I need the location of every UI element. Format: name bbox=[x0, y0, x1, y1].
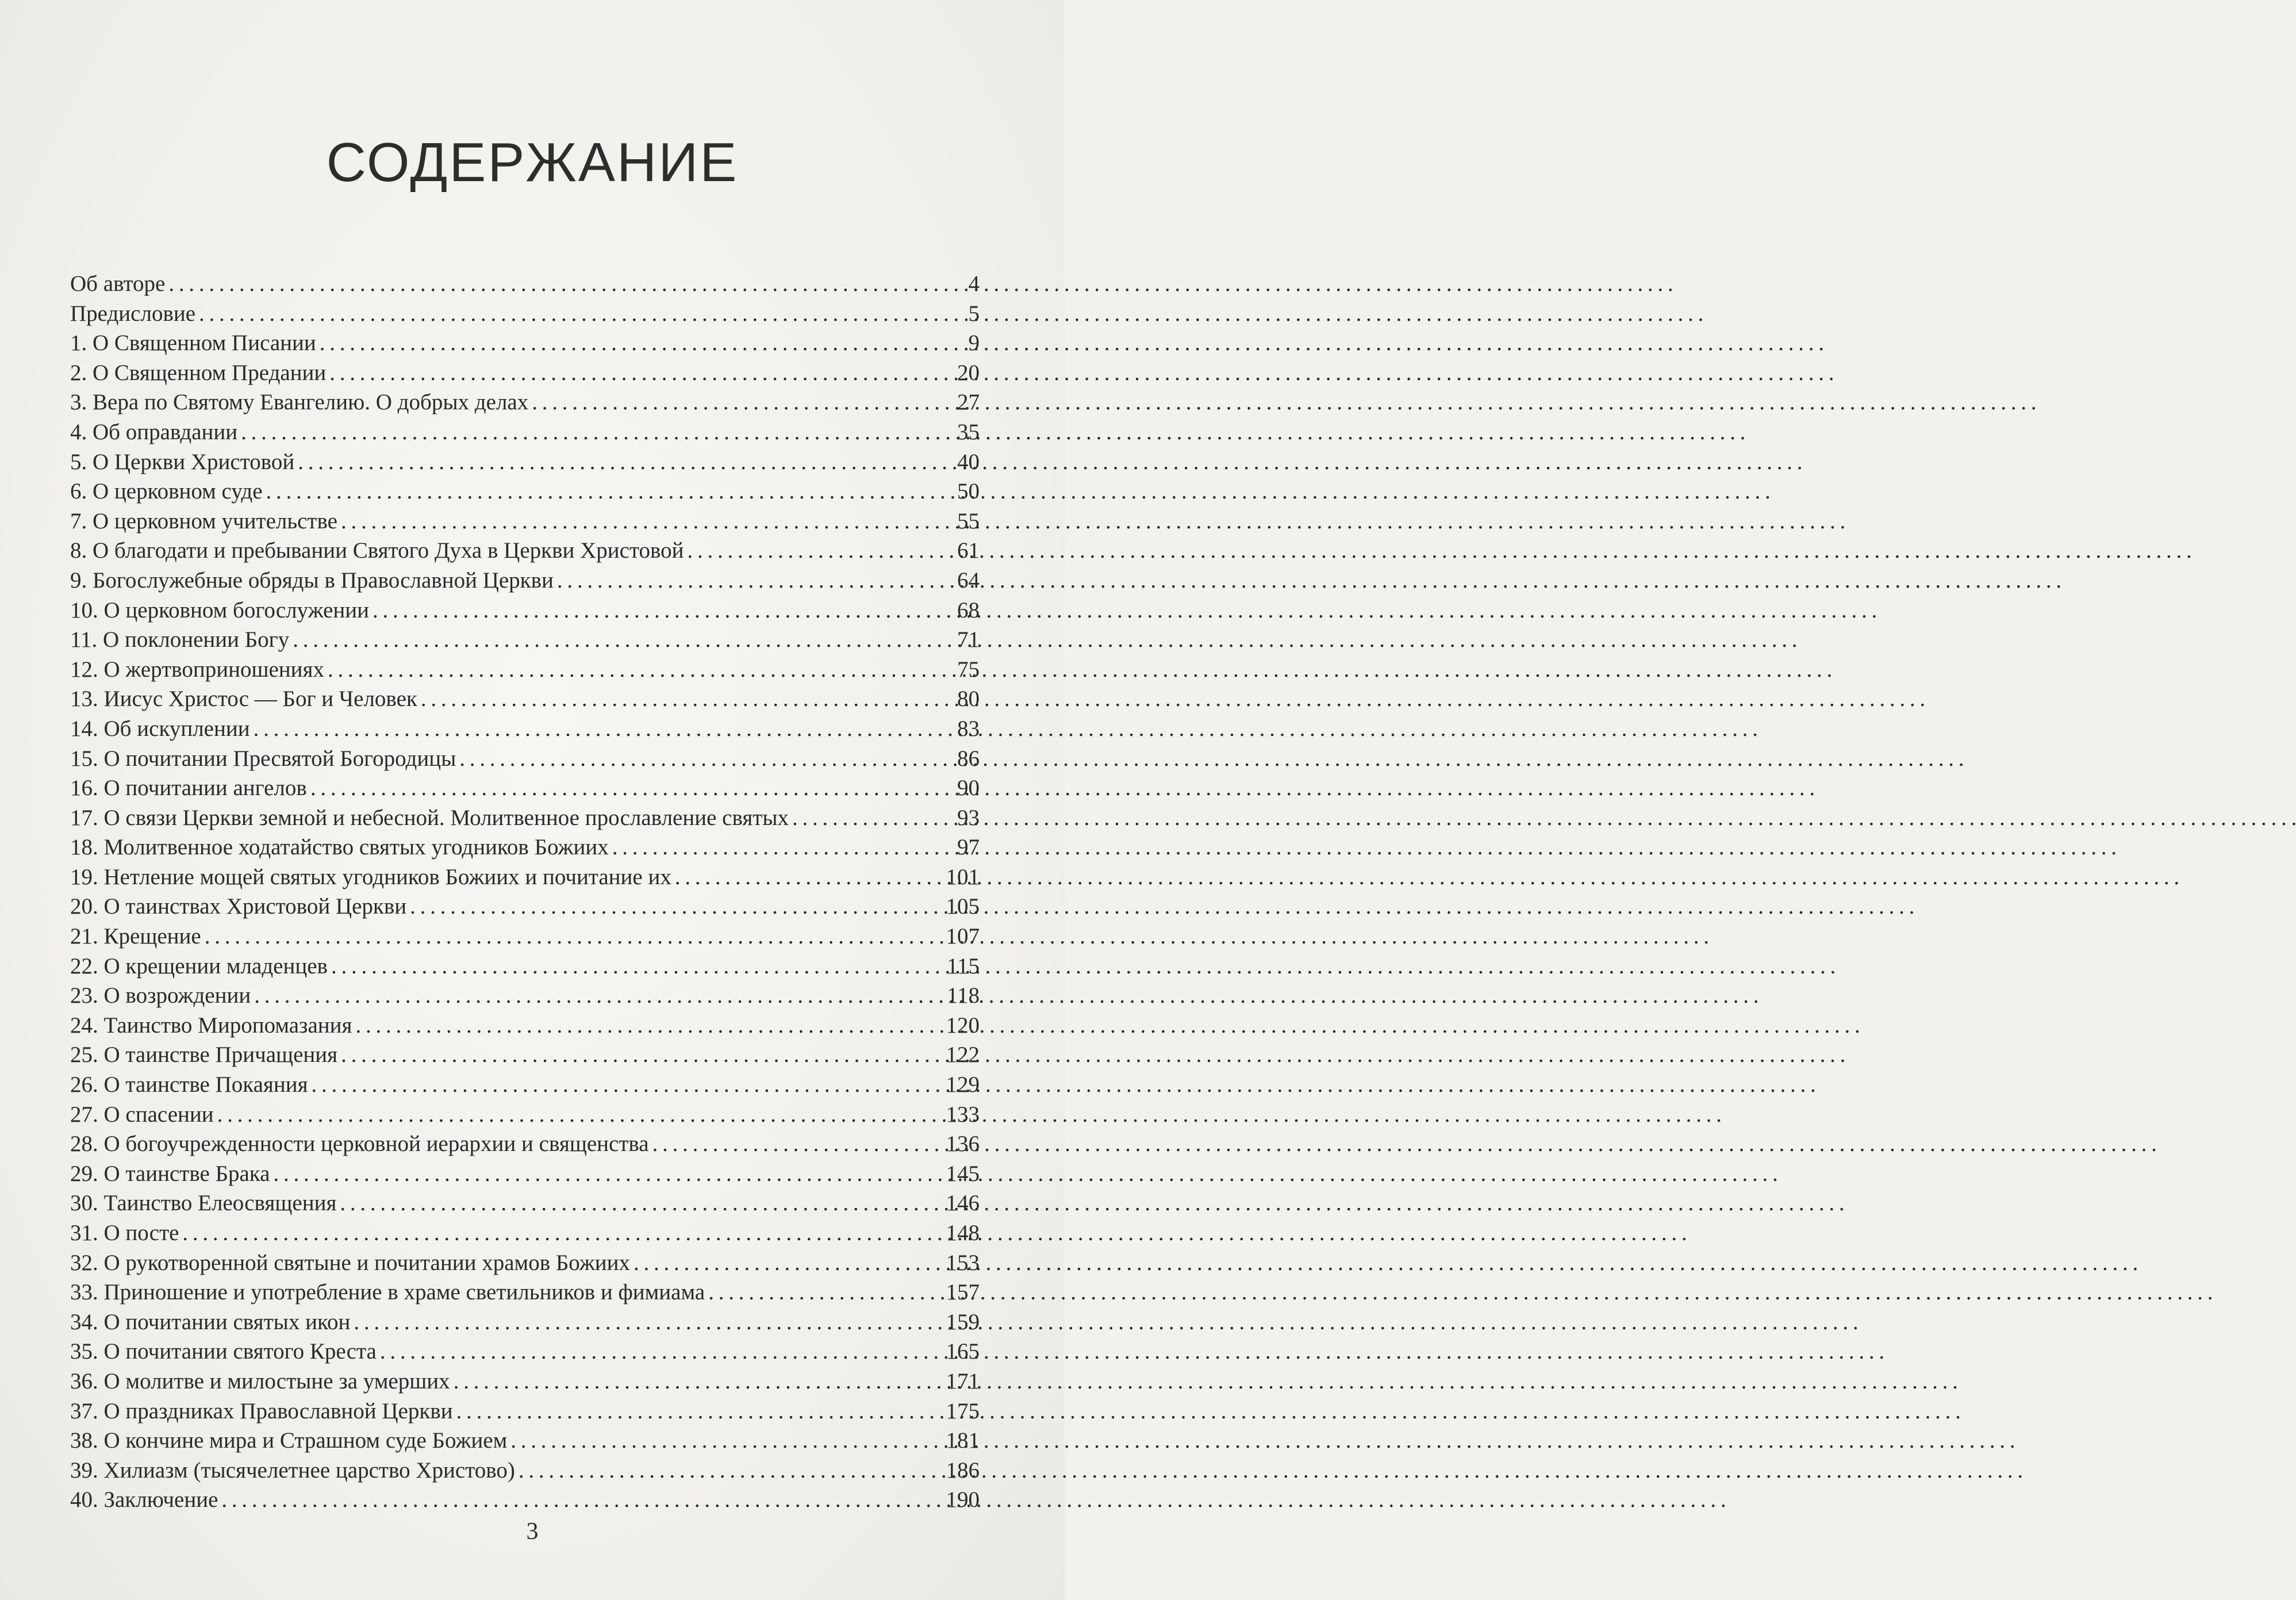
toc-entry-page: 83 bbox=[957, 716, 980, 741]
dot-leader bbox=[199, 299, 965, 329]
toc-entry-page: 101 bbox=[946, 864, 980, 889]
dot-leader bbox=[454, 1367, 943, 1396]
toc-entry-title: 40. Заключение bbox=[70, 1487, 218, 1513]
dot-leader bbox=[273, 1159, 942, 1189]
toc-entry-title: 6. О церковном суде bbox=[70, 479, 263, 504]
toc-entry bbox=[70, 417, 980, 447]
toc-entry-page: 90 bbox=[957, 776, 980, 801]
toc-entry-page: 75 bbox=[957, 657, 980, 682]
toc-entry-title: 3. Вера по Святому Евангелию. О добрых делах bbox=[70, 390, 529, 415]
dot-leader bbox=[612, 832, 954, 862]
toc-entry-title: 23. О возрождении bbox=[70, 983, 251, 1008]
toc-entry-page: 80 bbox=[957, 686, 980, 712]
dot-leader bbox=[688, 536, 954, 566]
toc-entry-page: 146 bbox=[946, 1191, 980, 1216]
dot-leader bbox=[168, 269, 965, 299]
dot-leader bbox=[341, 507, 954, 536]
toc-entry-title: 21. Крещение bbox=[70, 924, 201, 949]
toc-entry bbox=[70, 1100, 980, 1130]
dot-leader bbox=[293, 625, 954, 655]
toc-entry-title: 20. О таинствах Христовой Церкви bbox=[70, 894, 407, 919]
dot-leader bbox=[708, 1277, 942, 1307]
page-title: СОДЕРЖАНИЕ bbox=[326, 132, 739, 193]
toc-entry-title: 14. Об искуплении bbox=[70, 716, 250, 741]
toc-entry bbox=[70, 566, 980, 596]
toc-entry-page: 136 bbox=[946, 1131, 980, 1157]
toc-entry-title: 38. О кончине мира и Страшном суде Божием bbox=[70, 1428, 508, 1453]
dot-leader bbox=[298, 447, 954, 477]
toc-entry-page: 55 bbox=[957, 508, 980, 534]
dot-leader bbox=[354, 1307, 942, 1337]
toc-entry bbox=[70, 536, 980, 566]
toc-entry bbox=[70, 1426, 980, 1456]
toc-entry-title: 29. О таинстве Брака bbox=[70, 1161, 270, 1186]
toc-entry-title: 16. О почитании ангелов bbox=[70, 776, 307, 801]
toc-entry bbox=[70, 862, 980, 892]
toc-entry bbox=[70, 1307, 980, 1337]
toc-entry-page: 118 bbox=[946, 983, 980, 1008]
toc-entry-title: 18. Молитвенное ходатайство святых угодников Божиих bbox=[70, 835, 609, 860]
toc-entry-title: 19. Нетление мощей святых угодников Божиих и почитание их bbox=[70, 864, 671, 889]
toc-entry-title: Об авторе bbox=[70, 271, 166, 296]
toc-entry-title: 10. О церковном богослужении bbox=[70, 597, 369, 623]
dot-leader bbox=[221, 1485, 942, 1515]
toc-entry bbox=[70, 1129, 980, 1159]
toc-entry-title: 1. О Священном Писании bbox=[70, 331, 316, 356]
toc-entry-title: 30. Таинство Елеосвящения bbox=[70, 1191, 337, 1216]
toc-entry bbox=[70, 596, 980, 626]
toc-entry-page: 9 bbox=[968, 331, 980, 356]
toc-entry-title: 27. О спасении bbox=[70, 1102, 214, 1127]
toc-entry-title: 33. Приношение и употребление в храме светильников и фимиама bbox=[70, 1280, 705, 1305]
toc-entry bbox=[70, 1337, 980, 1367]
dot-leader bbox=[652, 1129, 943, 1159]
toc-entry-page: 115 bbox=[946, 953, 980, 979]
toc-entry bbox=[70, 299, 980, 329]
toc-entry-title: 35. О почитании святого Креста bbox=[70, 1339, 377, 1364]
dot-leader bbox=[557, 566, 954, 596]
toc-entry-page: 71 bbox=[957, 627, 980, 653]
toc-entry-title: 32. О рукотворенной святыне и почитании храмов Божиих bbox=[70, 1250, 630, 1275]
toc-entry-title: 34. О почитании святых икон bbox=[70, 1309, 351, 1334]
dot-leader bbox=[254, 981, 943, 1011]
dot-leader bbox=[532, 387, 954, 417]
toc-entry-page: 122 bbox=[946, 1042, 980, 1068]
dot-leader bbox=[328, 655, 954, 685]
toc-entry bbox=[70, 477, 980, 507]
dot-leader bbox=[410, 892, 942, 922]
dot-leader bbox=[320, 328, 965, 358]
toc-entry bbox=[70, 773, 980, 803]
toc-entry-page: 190 bbox=[946, 1487, 980, 1513]
dot-leader bbox=[254, 714, 954, 744]
toc-entry-page: 133 bbox=[946, 1102, 980, 1127]
toc-entry bbox=[70, 981, 980, 1011]
toc-entry bbox=[70, 1218, 980, 1248]
toc-entry-page: 64 bbox=[957, 567, 980, 593]
dot-leader bbox=[355, 1011, 942, 1041]
dot-leader bbox=[329, 358, 954, 388]
toc-entry-page: 171 bbox=[946, 1368, 980, 1394]
toc-entry-title: 31. О посте bbox=[70, 1221, 179, 1245]
toc-entry bbox=[70, 625, 980, 655]
toc-entry bbox=[70, 1485, 980, 1515]
dot-leader bbox=[633, 1248, 943, 1278]
toc-entry-page: 93 bbox=[957, 805, 980, 830]
toc-entry bbox=[70, 1040, 980, 1070]
dot-leader bbox=[340, 1188, 942, 1218]
toc-entry bbox=[70, 803, 980, 833]
toc-entry-page: 120 bbox=[946, 1012, 980, 1038]
toc-entry-page: 145 bbox=[946, 1161, 980, 1186]
toc-entry-page: 35 bbox=[957, 419, 980, 444]
toc-entry-title: 24. Таинство Миропомазания bbox=[70, 1012, 352, 1038]
toc-entry bbox=[70, 1248, 980, 1278]
table-of-contents bbox=[70, 269, 980, 1515]
dot-leader bbox=[380, 1337, 943, 1367]
dot-leader bbox=[310, 773, 954, 803]
dot-leader bbox=[675, 862, 943, 892]
toc-entry-page: 175 bbox=[946, 1398, 980, 1423]
dot-leader bbox=[182, 1218, 942, 1248]
toc-entry-title: 4. Об оправдании bbox=[70, 419, 238, 444]
toc-entry bbox=[70, 1277, 980, 1307]
toc-entry-page: 4 bbox=[968, 271, 980, 296]
toc-entry-page: 97 bbox=[957, 835, 980, 860]
toc-entry bbox=[70, 744, 980, 774]
toc-entry-title: 15. О почитании Пресвятой Богородицы bbox=[70, 746, 456, 771]
toc-entry bbox=[70, 328, 980, 358]
dot-leader bbox=[266, 477, 954, 507]
toc-entry-page: 181 bbox=[946, 1428, 980, 1453]
toc-entry-title: 25. О таинстве Причащения bbox=[70, 1042, 338, 1068]
dot-leader bbox=[456, 1396, 943, 1426]
toc-entry bbox=[70, 507, 980, 536]
toc-entry bbox=[70, 358, 980, 388]
dot-leader bbox=[421, 684, 954, 714]
toc-entry bbox=[70, 1396, 980, 1426]
dot-leader bbox=[312, 1070, 943, 1100]
toc-entry-title: 12. О жертвоприношениях bbox=[70, 657, 324, 682]
toc-entry bbox=[70, 1159, 980, 1189]
toc-entry bbox=[70, 1456, 980, 1486]
toc-entry bbox=[70, 714, 980, 744]
toc-entry bbox=[70, 832, 980, 862]
toc-entry-title: 39. Хилиазм (тысячелетнее царство Христово) bbox=[70, 1457, 515, 1483]
toc-entry bbox=[70, 1188, 980, 1218]
dot-leader bbox=[217, 1100, 943, 1130]
toc-entry-page: 148 bbox=[946, 1221, 980, 1245]
toc-entry-page: 68 bbox=[957, 597, 980, 623]
toc-entry-page: 61 bbox=[957, 538, 980, 563]
toc-entry-page: 165 bbox=[946, 1339, 980, 1364]
toc-entry-title: 17. О связи Церкви земной и небесной. Молитвенное прославление святых bbox=[70, 805, 789, 830]
toc-entry-page: 5 bbox=[968, 301, 980, 326]
book-page bbox=[0, 0, 1065, 1600]
dot-leader bbox=[459, 744, 954, 774]
toc-entry bbox=[70, 951, 980, 981]
dot-leader bbox=[331, 951, 943, 981]
dot-leader bbox=[205, 922, 943, 951]
toc-entry-title: 26. О таинстве Покаяния bbox=[70, 1072, 308, 1098]
dot-leader bbox=[792, 803, 954, 833]
toc-entry-title: 7. О церковном учительстве bbox=[70, 508, 337, 534]
toc-entry bbox=[70, 684, 980, 714]
toc-entry-page: 107 bbox=[946, 924, 980, 949]
toc-entry bbox=[70, 269, 980, 299]
toc-entry-title: 36. О молитве и милостыне за умерших bbox=[70, 1368, 450, 1394]
toc-entry bbox=[70, 447, 980, 477]
toc-entry-title: 11. О поклонении Богу bbox=[70, 627, 290, 653]
dot-leader bbox=[373, 596, 954, 626]
toc-entry-page: 40 bbox=[957, 449, 980, 474]
toc-entry bbox=[70, 387, 980, 417]
toc-entry-title: Предисловие bbox=[70, 301, 196, 326]
toc-entry bbox=[70, 1070, 980, 1100]
toc-entry bbox=[70, 1011, 980, 1041]
toc-entry-page: 20 bbox=[957, 360, 980, 385]
dot-leader bbox=[519, 1456, 943, 1486]
toc-entry-page: 153 bbox=[946, 1250, 980, 1275]
toc-entry-title: 8. О благодати и пребывании Святого Духа в Церкви Христовой bbox=[70, 538, 684, 563]
toc-entry-title: 9. Богослужебные обряды в Православной Церкви bbox=[70, 567, 554, 593]
toc-entry bbox=[70, 892, 980, 922]
toc-entry-page: 105 bbox=[946, 894, 980, 919]
dot-leader bbox=[341, 1040, 942, 1070]
toc-entry-page: 50 bbox=[957, 479, 980, 504]
toc-entry-page: 159 bbox=[946, 1309, 980, 1334]
toc-entry-title: 13. Иисус Христос — Бог и Человек bbox=[70, 686, 417, 712]
toc-entry-page: 27 bbox=[957, 390, 980, 415]
toc-entry-title: 2. О Священном Предании bbox=[70, 360, 327, 385]
toc-entry bbox=[70, 1367, 980, 1396]
dot-leader bbox=[510, 1426, 942, 1456]
toc-entry-page: 129 bbox=[946, 1072, 980, 1098]
toc-entry bbox=[70, 655, 980, 685]
toc-entry-title: 5. О Церкви Христовой bbox=[70, 449, 295, 474]
toc-entry-title: 28. О богоучрежденности церковной иерархии и священства bbox=[70, 1131, 649, 1157]
toc-entry bbox=[70, 922, 980, 951]
toc-entry-page: 86 bbox=[957, 746, 980, 771]
toc-entry-page: 157 bbox=[946, 1280, 980, 1305]
page-number: 3 bbox=[526, 1518, 539, 1545]
toc-entry-page: 186 bbox=[946, 1457, 980, 1483]
toc-entry-title: 22. О крещении младенцев bbox=[70, 953, 328, 979]
toc-entry-title: 37. О праздниках Православной Церкви bbox=[70, 1398, 453, 1423]
dot-leader bbox=[241, 417, 954, 447]
